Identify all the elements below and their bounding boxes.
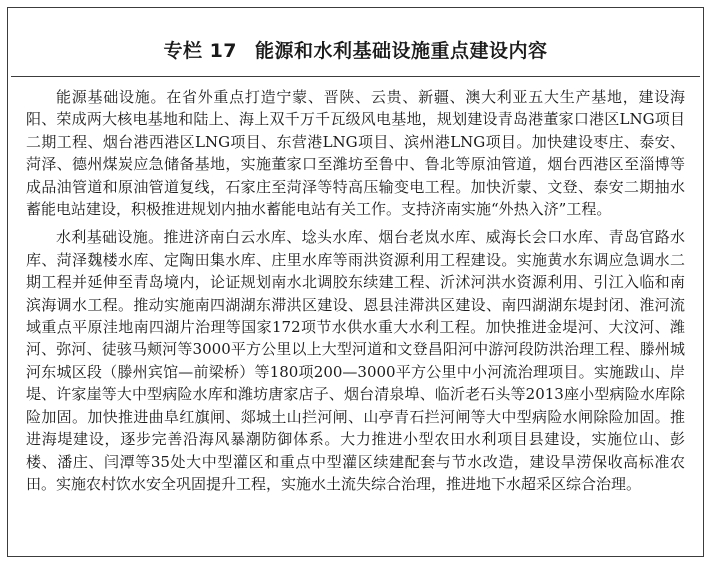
column-title-text: 能源和水利基础设施重点建设内容 (255, 40, 548, 62)
column-number: 专栏 17 (163, 40, 238, 62)
water-infrastructure-paragraph: 水利基础设施。推进济南白云水库、埝头水库、烟台老岚水库、威海长会口水库、青岛官路水库、菏泽魏楼水库、定陶田集水库、庄里水库等雨洪资源利用工程建设。实施黄水东调应急调水二期工程并延伸至青岛境内，论证规划南水北调胶东续建工程、沂沭河洪水资源利用、引江入临和南滨海调水工程。推动实施南四湖湖东滞洪区建设、恩县洼滞洪区建设、南四湖湖东堤封闭、淮河流域重点平原洼地南四湖片治理等国家172项节水供水重大水利工程。加快推进金堤河、大汶河、潍河、弥河、徒骇马颊河等3000平方公里以上大型河道和文登昌阳河中游河段防洪治理工程、滕州城河东城区段（滕州宾馆—前梁桥）等180项200—3000平方公里中小河流治理项目。实施跋山、岸堤、许家崖等大中型病险水库和潍坊唐家店子、烟台清泉埠、临沂老石头等2013座小型病险水库除险加固。加快推进曲阜红旗闸、郯城土山拦河闸、山亭青石拦河闸等大中型病险水闸除险加固。推进海堤建设，逐步完善沿海风暴潮防御体系。大力推进小型农田水利项目县建设，实施位山、彭楼、潘庄、闫潭等35处大中型灌区和重点中型灌区续建配套与节水改造，建设旱涝保收高标准农田。实施农村饮水安全巩固提升工程，实施水土流失综合治理，推进地下水超采区综合治理。 (26, 228, 685, 493)
title-divider (11, 76, 700, 77)
column-box (7, 7, 704, 557)
column-content (26, 86, 685, 495)
energy-infrastructure-paragraph: 能源基础设施。在省外重点打造宁蒙、晋陕、云贵、新疆、澳大利亚五大生产基地，建设海阳、荣成两大核电基地和陆上、海上双千万千瓦级风电基地，规划建设青岛港董家口港区LNG项目二期工程、烟台港西港区LNG项目、东营港LNG项目、滨州港LNG项目。加快建设枣庄、泰安、菏泽、德州煤炭应急储备基地，实施董家口至潍坊至鲁中、鲁北等原油管道，烟台西港区至淄博等成品油管道和原油管道复线，石家庄至菏泽等特高压输变电工程。加快沂蒙、文登、泰安二期抽水蓄能电站建设，积极推进规划内抽水蓄能电站有关工作。支持济南实施“外热入济”工程。 (26, 88, 685, 219)
column-title (8, 36, 703, 63)
